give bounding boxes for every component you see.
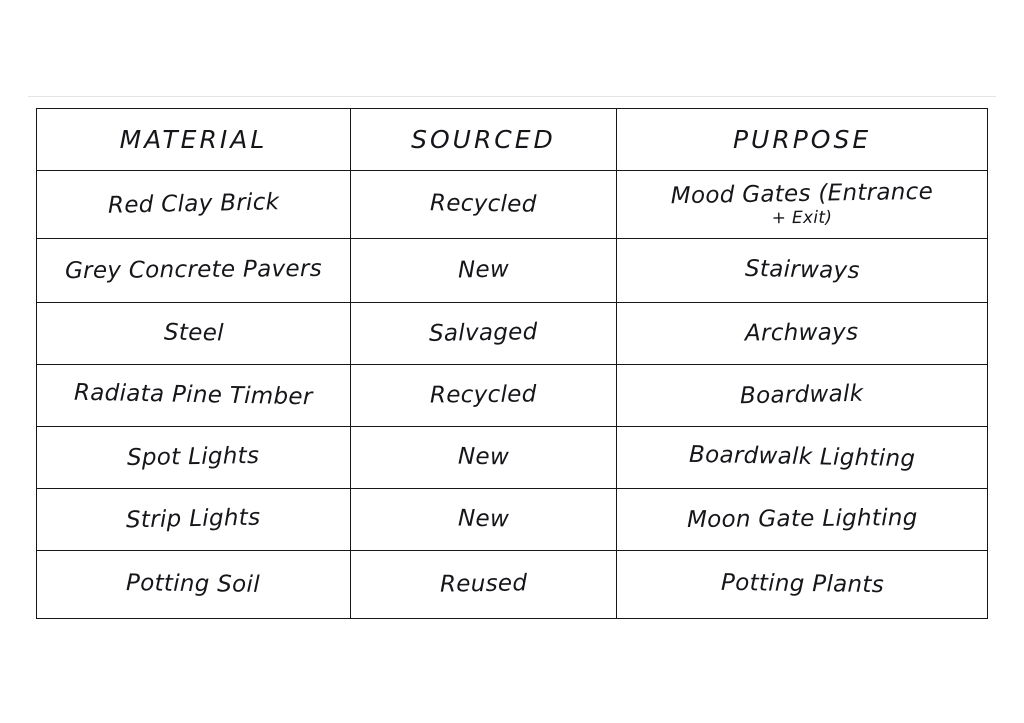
cell-sourced	[350, 427, 616, 489]
table-row	[37, 427, 988, 489]
cell-sourced	[350, 365, 616, 427]
column-header-purpose: PURPOSE	[617, 109, 988, 171]
cell-material	[37, 171, 351, 239]
cell-sourced-text: New	[457, 443, 510, 471]
cell-purpose	[617, 239, 988, 303]
cell-sourced	[350, 489, 616, 551]
cell-sourced-text: Recycled	[429, 190, 537, 219]
cell-material-text: Steel	[163, 319, 224, 347]
cell-purpose-text: Stairways	[744, 256, 860, 285]
table-header-row	[37, 109, 988, 171]
cell-purpose	[617, 489, 988, 551]
cell-material	[37, 427, 351, 489]
cell-sourced-text: New	[457, 505, 510, 533]
cell-sourced	[350, 239, 616, 303]
cell-material	[37, 239, 351, 303]
table-row	[37, 489, 988, 551]
cell-material-text: Radiata Pine Timber	[73, 379, 313, 411]
cell-material-text: Spot Lights	[127, 443, 260, 472]
column-header-sourced: SOURCED	[350, 109, 616, 171]
cell-material-text: Strip Lights	[125, 504, 261, 534]
materials-table	[36, 108, 988, 619]
cell-sourced-text: Salvaged	[428, 319, 538, 348]
cell-sourced	[350, 171, 616, 239]
cell-sourced	[350, 551, 616, 619]
cell-purpose-note: + Exit)	[771, 207, 833, 229]
cell-purpose	[617, 427, 988, 489]
cell-purpose-text: Mood Gates (Entrance	[670, 178, 934, 209]
column-header-material: MATERIAL	[37, 109, 351, 171]
cell-purpose-text: Moon Gate Lighting	[686, 505, 918, 534]
table-row	[37, 551, 988, 619]
table-row	[37, 365, 988, 427]
cell-material	[37, 489, 351, 551]
cell-sourced-text: New	[457, 256, 510, 284]
cell-purpose-text: Boardwalk Lighting	[688, 442, 916, 473]
page-edge-line	[28, 96, 996, 97]
cell-material	[37, 365, 351, 427]
table-row	[37, 303, 988, 365]
cell-purpose	[617, 365, 988, 427]
cell-sourced-text: Reused	[439, 570, 528, 598]
table-row	[37, 239, 988, 303]
cell-material-text: Grey Concrete Pavers	[64, 256, 322, 285]
cell-purpose	[617, 303, 988, 365]
cell-purpose-text: Boardwalk	[740, 380, 864, 410]
cell-sourced	[350, 303, 616, 365]
cell-purpose	[617, 551, 988, 619]
cell-purpose-text: Archways	[745, 319, 859, 347]
cell-sourced-text: Recycled	[430, 381, 537, 409]
cell-material-text: Red Clay Brick	[107, 189, 280, 220]
cell-purpose-text: Potting Plants	[720, 570, 884, 599]
table-row	[37, 171, 988, 239]
cell-material	[37, 551, 351, 619]
cell-purpose	[617, 171, 988, 239]
materials-table-container	[36, 108, 988, 616]
cell-material	[37, 303, 351, 365]
cell-material-text: Potting Soil	[126, 570, 261, 599]
